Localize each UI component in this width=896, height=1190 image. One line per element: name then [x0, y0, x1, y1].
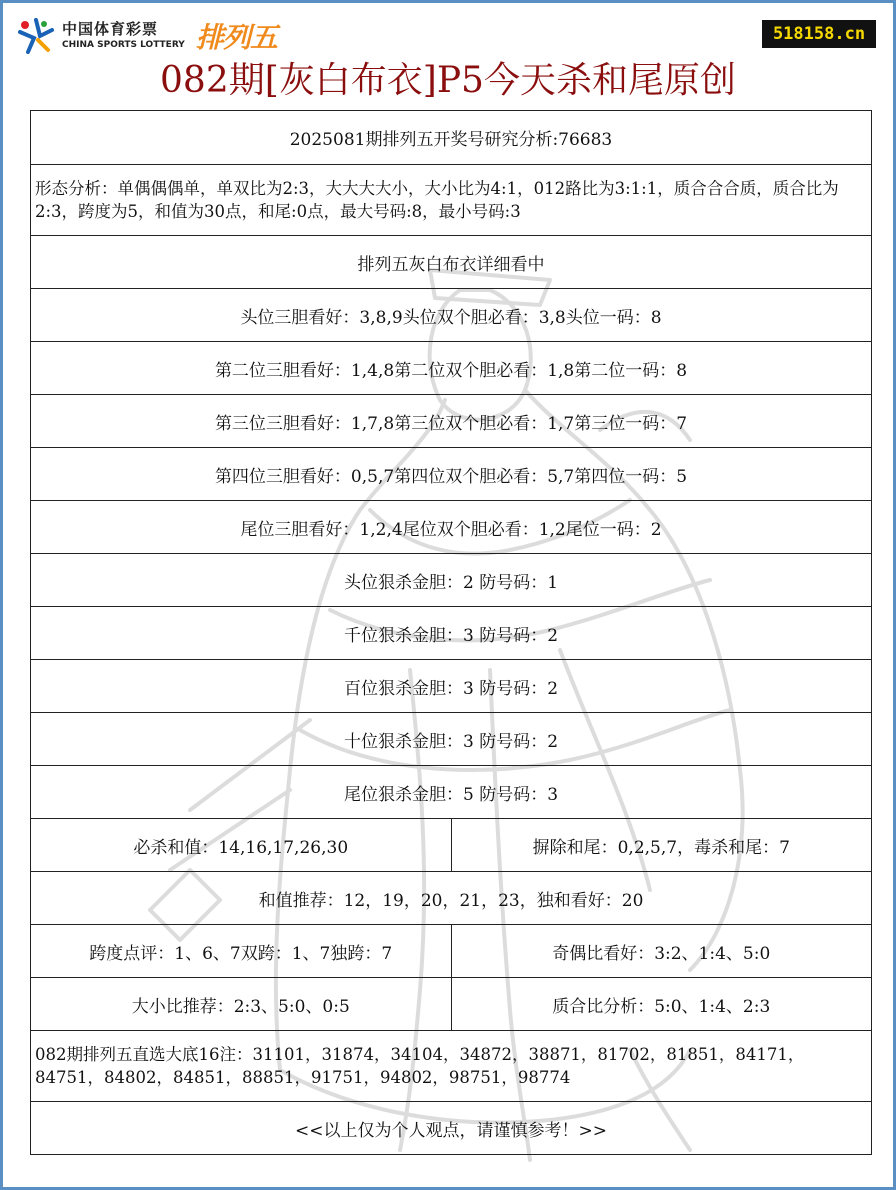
pattern-analysis-cell: 形态分析：单偶偶偶单，单双比为2:3，大大大大小，大小比为4:1，012路比为3:1:1，质合合合质，质合比为2:3，跨度为5，和值为30点，和尾:0点，最大号码:8，最小号码:3 [35, 179, 839, 221]
pos4-dan-cell: 第四位三胆看好：0,5,7第四位双个胆必看：5,7第四位一码：5 [214, 466, 688, 487]
header [0, 0, 896, 108]
kill-sum-cell: 必杀和值：14,16,17,26,30 [133, 837, 349, 858]
kill3-cell: 百位狠杀金胆：3 防号码：2 [343, 678, 559, 699]
pos3-dan-cell: 第三位三胆看好：1,7,8第三位双个胆必看：1,7第三位一码：7 [214, 413, 688, 434]
page-title: 082期[灰白布衣]P5今天杀和尾原创 [160, 60, 736, 101]
odd-even-cell: 奇偶比看好：3:2、1:4、5:0 [451, 925, 872, 977]
pos1-dan-cell: 头位三胆看好：3,8,9头位双个胆必看：3,8头位一码：8 [240, 307, 662, 328]
direct-picks-cell: 082期排列五直选大底16注：31101，31874，34104，34872，38871，81702，81851，84171，84751，84802，84851，88851，91751，94802，98751，98774 [35, 1045, 805, 1087]
kill2-cell: 千位狠杀金胆：3 防号码：2 [343, 625, 559, 646]
table-row [31, 111, 871, 164]
pos5-dan-cell: 尾位三胆看好：1,2,4尾位双个胆必看：1,2尾位一码：2 [240, 519, 662, 540]
table-row [31, 341, 871, 394]
table-row [31, 977, 871, 1030]
table-row [31, 659, 871, 712]
disclaimer-cell: <<以上仅为个人观点，请谨慎参考！>> [295, 1120, 607, 1141]
kill1-cell: 头位狠杀金胆：2 防号码：1 [343, 572, 559, 593]
table-row [31, 1101, 871, 1154]
table-row [31, 1030, 871, 1101]
table-row [31, 818, 871, 871]
table-row [31, 712, 871, 765]
prime-composite-cell: 质合比分析：5:0、1:4、2:3 [451, 978, 872, 1030]
kill-tail-cell: 摒除和尾：0,2,5,7，毒杀和尾：7 [451, 819, 872, 871]
site-badge[interactable]: 518158.cn [762, 20, 876, 48]
table-row [31, 765, 871, 818]
table-row [31, 553, 871, 606]
sum-recommend-cell: 和值推荐：12，19，20，21，23，独和看好：20 [258, 890, 644, 911]
table-row [31, 924, 871, 977]
table-row [31, 235, 871, 288]
logo-english-text: CHINA SPORTS LOTTERY [62, 40, 185, 50]
analysis-table [30, 110, 872, 1155]
table-row [31, 394, 871, 447]
pos2-dan-cell: 第二位三胆看好：1,4,8第二位双个胆必看：1,8第二位一码：8 [214, 360, 688, 381]
logo-product-name: 排列五 [196, 21, 278, 54]
table-row [31, 288, 871, 341]
kill4-cell: 十位狠杀金胆：3 防号码：2 [343, 731, 559, 752]
table-row [31, 447, 871, 500]
kill5-cell: 尾位狠杀金胆：5 防号码：3 [343, 784, 559, 805]
prev-result-cell: 2025081期排列五开奖号研究分析:76683 [289, 130, 613, 150]
lottery-logo [18, 16, 278, 56]
china-sports-lottery-logo-icon [18, 18, 54, 54]
span-comment-cell: 跨度点评：1、6、7双跨：1、7独跨：7 [89, 943, 393, 964]
section-title-cell: 排列五灰白布衣详细看中 [357, 254, 545, 275]
table-row [31, 500, 871, 553]
table-row [31, 164, 871, 235]
table-row [31, 606, 871, 659]
logo-chinese-text: 中国体育彩票 [62, 20, 159, 38]
big-small-cell: 大小比推荐：2:3、5:0、0:5 [131, 996, 350, 1017]
table-row [31, 871, 871, 924]
